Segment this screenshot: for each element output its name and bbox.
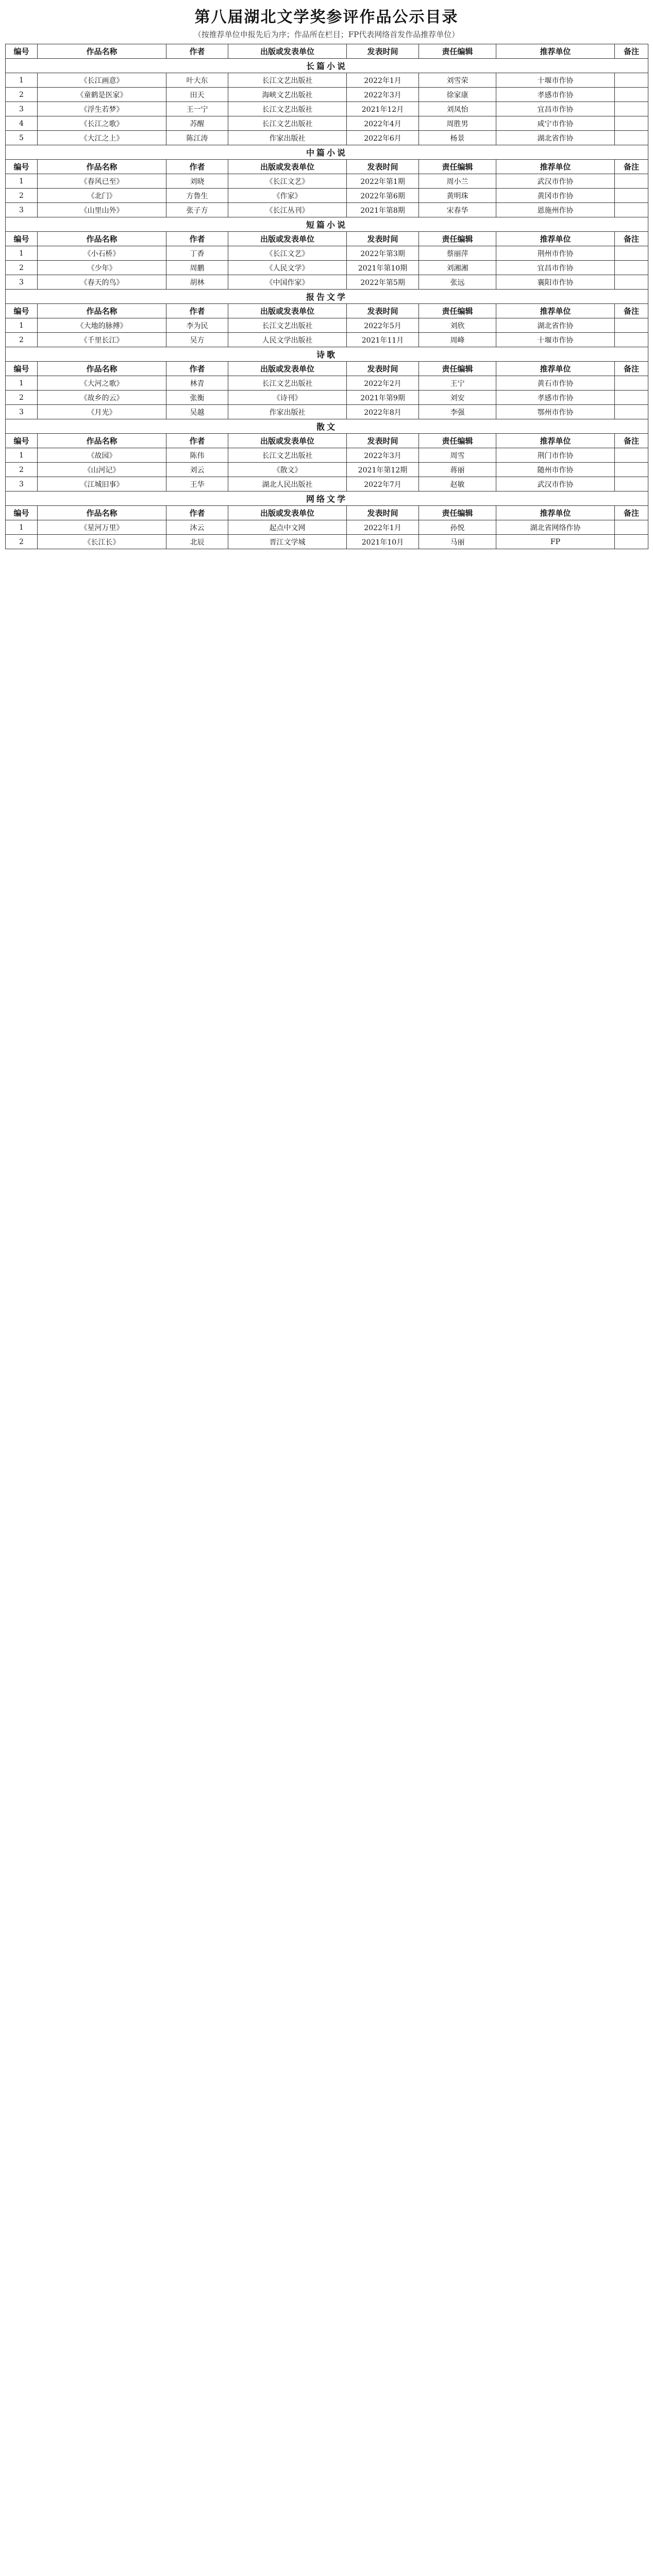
column-header-no: 编号 (6, 304, 38, 318)
column-header-row (6, 434, 648, 448)
cell-publisher: 《散文》 (228, 463, 347, 477)
document-page (5, 0, 648, 549)
cell-publisher: 《作家》 (228, 189, 347, 203)
cell-publisher: 湖北人民出版社 (228, 477, 347, 492)
cell-remark (615, 131, 648, 145)
cell-publisher: 作家出版社 (228, 405, 347, 419)
cell-publisher: 《人民文学》 (228, 261, 347, 275)
cell-remark (615, 203, 648, 217)
cell-remark (615, 246, 648, 261)
cell-title: 《北门》 (38, 189, 166, 203)
cell-remark (615, 405, 648, 419)
cell-author: 张子方 (166, 203, 228, 217)
column-header-no: 编号 (6, 362, 38, 376)
table-row (6, 391, 648, 405)
cell-title: 《大河之歌》 (38, 376, 166, 391)
cell-author: 方鲁生 (166, 189, 228, 203)
cell-remark (615, 448, 648, 463)
column-header-date: 发表时间 (347, 362, 419, 376)
section-heading-row (6, 419, 648, 434)
column-header-author: 作者 (166, 304, 228, 318)
cell-date: 2022年4月 (347, 116, 419, 131)
cell-title: 《月光》 (38, 405, 166, 419)
cell-remark (615, 174, 648, 189)
cell-date: 2022年5月 (347, 318, 419, 333)
cell-remark (615, 535, 648, 549)
cell-author: 吴方 (166, 333, 228, 347)
column-header-date: 发表时间 (347, 506, 419, 520)
cell-author: 刘云 (166, 463, 228, 477)
cell-no: 3 (6, 477, 38, 492)
table-row (6, 376, 648, 391)
cell-editor: 马丽 (419, 535, 496, 549)
column-header-title: 作品名称 (38, 160, 166, 174)
column-header-remark: 备注 (615, 160, 648, 174)
cell-editor: 赵敏 (419, 477, 496, 492)
cell-remark (615, 376, 648, 391)
cell-title: 《故园》 (38, 448, 166, 463)
column-header-recommender: 推荐单位 (496, 160, 615, 174)
column-header-date: 发表时间 (347, 434, 419, 448)
table-row (6, 88, 648, 102)
cell-title: 《浮生若梦》 (38, 102, 166, 116)
cell-recommender: FP (496, 535, 615, 549)
column-header-recommender: 推荐单位 (496, 232, 615, 246)
column-header-recommender: 推荐单位 (496, 304, 615, 318)
column-header-recommender: 推荐单位 (496, 44, 615, 59)
cell-author: 王一宁 (166, 102, 228, 116)
cell-publisher: 作家出版社 (228, 131, 347, 145)
section-heading: 网络文学 (6, 492, 648, 506)
cell-author: 林青 (166, 376, 228, 391)
column-header-remark: 备注 (615, 44, 648, 59)
column-header-editor: 责任编辑 (419, 160, 496, 174)
column-header-date: 发表时间 (347, 232, 419, 246)
cell-no: 1 (6, 448, 38, 463)
column-header-no: 编号 (6, 160, 38, 174)
cell-remark (615, 275, 648, 290)
column-header-publisher: 出版或发表单位 (228, 304, 347, 318)
cell-editor: 刘欣 (419, 318, 496, 333)
cell-publisher: 长江文艺出版社 (228, 376, 347, 391)
cell-remark (615, 116, 648, 131)
cell-title: 《长江之歌》 (38, 116, 166, 131)
cell-title: 《春风已至》 (38, 174, 166, 189)
cell-author: 王华 (166, 477, 228, 492)
cell-date: 2022年3月 (347, 448, 419, 463)
table-row (6, 102, 648, 116)
table-row (6, 463, 648, 477)
column-header-author: 作者 (166, 44, 228, 59)
cell-title: 《长江长》 (38, 535, 166, 549)
cell-recommender: 武汉市作协 (496, 174, 615, 189)
cell-editor: 蔡丽萍 (419, 246, 496, 261)
cell-remark (615, 520, 648, 535)
cell-author: 苏醒 (166, 116, 228, 131)
cell-no: 2 (6, 535, 38, 549)
table-row (6, 246, 648, 261)
column-header-editor: 责任编辑 (419, 506, 496, 520)
section-heading-row (6, 492, 648, 506)
section-heading: 散文 (6, 419, 648, 434)
cell-date: 2021年第8期 (347, 203, 419, 217)
cell-no: 2 (6, 463, 38, 477)
cell-no: 1 (6, 318, 38, 333)
table-row (6, 448, 648, 463)
cell-recommender: 十堰市作协 (496, 333, 615, 347)
cell-editor: 孙悦 (419, 520, 496, 535)
cell-title: 《千里长江》 (38, 333, 166, 347)
column-header-title: 作品名称 (38, 506, 166, 520)
section-heading-row (6, 59, 648, 73)
cell-title: 《山河记》 (38, 463, 166, 477)
cell-no: 1 (6, 246, 38, 261)
cell-remark (615, 463, 648, 477)
cell-remark (615, 261, 648, 275)
cell-editor: 徐家康 (419, 88, 496, 102)
cell-no: 2 (6, 189, 38, 203)
cell-publisher: 长江文艺出版社 (228, 116, 347, 131)
cell-author: 北辰 (166, 535, 228, 549)
document-note: （按推荐单位申报先后为序；作品所在栏目；FP代表网络首发作品推荐单位） (193, 30, 460, 39)
column-header-no: 编号 (6, 506, 38, 520)
document-title: 第八届湖北文学奖参评作品公示目录 (194, 8, 459, 26)
cell-no: 2 (6, 88, 38, 102)
cell-publisher: 海峡文艺出版社 (228, 88, 347, 102)
cell-no: 3 (6, 405, 38, 419)
cell-no: 2 (6, 391, 38, 405)
cell-remark (615, 333, 648, 347)
cell-publisher: 《长江文艺》 (228, 246, 347, 261)
column-header-recommender: 推荐单位 (496, 506, 615, 520)
section-heading: 长篇小说 (6, 59, 648, 73)
cell-no: 3 (6, 102, 38, 116)
cell-publisher: 晋江文学城 (228, 535, 347, 549)
cell-title: 《山里山外》 (38, 203, 166, 217)
column-header-author: 作者 (166, 506, 228, 520)
column-header-editor: 责任编辑 (419, 44, 496, 59)
cell-no: 3 (6, 275, 38, 290)
cell-editor: 李强 (419, 405, 496, 419)
column-header-title: 作品名称 (38, 434, 166, 448)
cell-editor: 刘安 (419, 391, 496, 405)
column-header-row (6, 362, 648, 376)
cell-no: 2 (6, 333, 38, 347)
column-header-author: 作者 (166, 232, 228, 246)
cell-title: 《江城旧事》 (38, 477, 166, 492)
cell-editor: 刘雪荣 (419, 73, 496, 88)
cell-date: 2021年第12期 (347, 463, 419, 477)
cell-editor: 周峰 (419, 333, 496, 347)
cell-editor: 杨景 (419, 131, 496, 145)
section-heading-row (6, 290, 648, 304)
cell-editor: 蒋丽 (419, 463, 496, 477)
column-header-remark: 备注 (615, 434, 648, 448)
table-row (6, 275, 648, 290)
cell-author: 张衡 (166, 391, 228, 405)
cell-editor: 宋春华 (419, 203, 496, 217)
column-header-publisher: 出版或发表单位 (228, 434, 347, 448)
cell-editor: 张远 (419, 275, 496, 290)
cell-date: 2022年第1期 (347, 174, 419, 189)
column-header-editor: 责任编辑 (419, 232, 496, 246)
cell-title: 《小石桥》 (38, 246, 166, 261)
cell-author: 李为民 (166, 318, 228, 333)
table-row (6, 333, 648, 347)
cell-no: 3 (6, 203, 38, 217)
cell-no: 1 (6, 73, 38, 88)
cell-recommender: 湖北省作协 (496, 318, 615, 333)
cell-date: 2022年3月 (347, 88, 419, 102)
cell-title: 《星河万里》 (38, 520, 166, 535)
column-header-row (6, 44, 648, 59)
cell-recommender: 十堰市作协 (496, 73, 615, 88)
cell-publisher: 《中国作家》 (228, 275, 347, 290)
column-header-publisher: 出版或发表单位 (228, 506, 347, 520)
cell-remark (615, 318, 648, 333)
cell-publisher: 人民文学出版社 (228, 333, 347, 347)
cell-publisher: 《长江文艺》 (228, 174, 347, 189)
table-row (6, 520, 648, 535)
cell-editor: 周胜男 (419, 116, 496, 131)
column-header-author: 作者 (166, 362, 228, 376)
cell-title: 《大地的脉搏》 (38, 318, 166, 333)
cell-publisher: 长江文艺出版社 (228, 448, 347, 463)
column-header-date: 发表时间 (347, 304, 419, 318)
cell-author: 陈伟 (166, 448, 228, 463)
column-header-recommender: 推荐单位 (496, 362, 615, 376)
cell-date: 2022年6月 (347, 131, 419, 145)
cell-editor: 刘凤怡 (419, 102, 496, 116)
cell-remark (615, 88, 648, 102)
cell-recommender: 恩施州作协 (496, 203, 615, 217)
column-header-author: 作者 (166, 160, 228, 174)
cell-remark (615, 73, 648, 88)
cell-editor: 周小兰 (419, 174, 496, 189)
cell-title: 《故乡的云》 (38, 391, 166, 405)
works-table (5, 44, 648, 549)
column-header-editor: 责任编辑 (419, 362, 496, 376)
column-header-no: 编号 (6, 434, 38, 448)
cell-author: 吴越 (166, 405, 228, 419)
cell-date: 2022年第6期 (347, 189, 419, 203)
table-row (6, 535, 648, 549)
section-heading: 报告文学 (6, 290, 648, 304)
cell-editor: 王宁 (419, 376, 496, 391)
column-header-publisher: 出版或发表单位 (228, 160, 347, 174)
cell-recommender: 黄冈市作协 (496, 189, 615, 203)
cell-recommender: 鄂州市作协 (496, 405, 615, 419)
section-heading-row (6, 145, 648, 160)
cell-publisher: 起点中文网 (228, 520, 347, 535)
column-header-publisher: 出版或发表单位 (228, 362, 347, 376)
column-header-row (6, 304, 648, 318)
cell-date: 2022年7月 (347, 477, 419, 492)
cell-remark (615, 391, 648, 405)
cell-editor: 刘湘湘 (419, 261, 496, 275)
cell-publisher: 长江文艺出版社 (228, 102, 347, 116)
cell-recommender: 黄石市作协 (496, 376, 615, 391)
cell-recommender: 孝感市作协 (496, 391, 615, 405)
cell-author: 田天 (166, 88, 228, 102)
cell-recommender: 荆州市作协 (496, 246, 615, 261)
cell-date: 2021年第9期 (347, 391, 419, 405)
cell-publisher: 长江文艺出版社 (228, 318, 347, 333)
cell-remark (615, 102, 648, 116)
cell-no: 4 (6, 116, 38, 131)
cell-date: 2022年8月 (347, 405, 419, 419)
column-header-editor: 责任编辑 (419, 304, 496, 318)
works-table-body (6, 44, 648, 549)
column-header-title: 作品名称 (38, 44, 166, 59)
section-heading: 短篇小说 (6, 217, 648, 232)
column-header-author: 作者 (166, 434, 228, 448)
cell-no: 1 (6, 376, 38, 391)
cell-date: 2021年第10期 (347, 261, 419, 275)
column-header-publisher: 出版或发表单位 (228, 44, 347, 59)
cell-date: 2021年12月 (347, 102, 419, 116)
cell-recommender: 襄阳市作协 (496, 275, 615, 290)
cell-editor: 周雪 (419, 448, 496, 463)
column-header-publisher: 出版或发表单位 (228, 232, 347, 246)
cell-author: 刘晓 (166, 174, 228, 189)
cell-recommender: 武汉市作协 (496, 477, 615, 492)
section-heading: 中篇小说 (6, 145, 648, 160)
cell-no: 1 (6, 520, 38, 535)
table-row (6, 116, 648, 131)
cell-recommender: 荆门市作协 (496, 448, 615, 463)
section-heading-row (6, 347, 648, 362)
cell-date: 2022年第5期 (347, 275, 419, 290)
cell-recommender: 孝感市作协 (496, 88, 615, 102)
cell-title: 《童鹤是医家》 (38, 88, 166, 102)
cell-publisher: 《诗刊》 (228, 391, 347, 405)
table-row (6, 73, 648, 88)
column-header-no: 编号 (6, 44, 38, 59)
table-row (6, 261, 648, 275)
table-row (6, 174, 648, 189)
cell-date: 2021年10月 (347, 535, 419, 549)
cell-no: 2 (6, 261, 38, 275)
column-header-no: 编号 (6, 232, 38, 246)
cell-publisher: 长江文艺出版社 (228, 73, 347, 88)
cell-no: 5 (6, 131, 38, 145)
cell-remark (615, 189, 648, 203)
column-header-remark: 备注 (615, 304, 648, 318)
column-header-row (6, 506, 648, 520)
cell-recommender: 咸宁市作协 (496, 116, 615, 131)
column-header-title: 作品名称 (38, 232, 166, 246)
column-header-row (6, 160, 648, 174)
cell-recommender: 湖北省作协 (496, 131, 615, 145)
column-header-remark: 备注 (615, 362, 648, 376)
cell-title: 《大江之上》 (38, 131, 166, 145)
column-header-row (6, 232, 648, 246)
table-row (6, 477, 648, 492)
cell-date: 2021年11月 (347, 333, 419, 347)
cell-author: 丁香 (166, 246, 228, 261)
cell-author: 周鹏 (166, 261, 228, 275)
cell-author: 沐云 (166, 520, 228, 535)
cell-recommender: 宜昌市作协 (496, 102, 615, 116)
cell-author: 叶大东 (166, 73, 228, 88)
column-header-title: 作品名称 (38, 304, 166, 318)
column-header-date: 发表时间 (347, 160, 419, 174)
column-header-remark: 备注 (615, 506, 648, 520)
cell-remark (615, 477, 648, 492)
cell-recommender: 宜昌市作协 (496, 261, 615, 275)
cell-author: 陈江涛 (166, 131, 228, 145)
section-heading-row (6, 217, 648, 232)
cell-title: 《长江画意》 (38, 73, 166, 88)
table-row (6, 405, 648, 419)
cell-date: 2022年第3期 (347, 246, 419, 261)
table-row (6, 203, 648, 217)
column-header-date: 发表时间 (347, 44, 419, 59)
cell-date: 2022年1月 (347, 520, 419, 535)
cell-date: 2022年1月 (347, 73, 419, 88)
table-row (6, 189, 648, 203)
cell-editor: 黄明珠 (419, 189, 496, 203)
column-header-editor: 责任编辑 (419, 434, 496, 448)
table-row (6, 318, 648, 333)
cell-author: 胡林 (166, 275, 228, 290)
cell-recommender: 湖北省网络作协 (496, 520, 615, 535)
column-header-recommender: 推荐单位 (496, 434, 615, 448)
cell-no: 1 (6, 174, 38, 189)
cell-date: 2022年2月 (347, 376, 419, 391)
column-header-remark: 备注 (615, 232, 648, 246)
cell-recommender: 随州市作协 (496, 463, 615, 477)
section-heading: 诗歌 (6, 347, 648, 362)
table-row (6, 131, 648, 145)
column-header-title: 作品名称 (38, 362, 166, 376)
cell-title: 《春天的鸟》 (38, 275, 166, 290)
cell-title: 《少年》 (38, 261, 166, 275)
cell-publisher: 《长江丛刊》 (228, 203, 347, 217)
